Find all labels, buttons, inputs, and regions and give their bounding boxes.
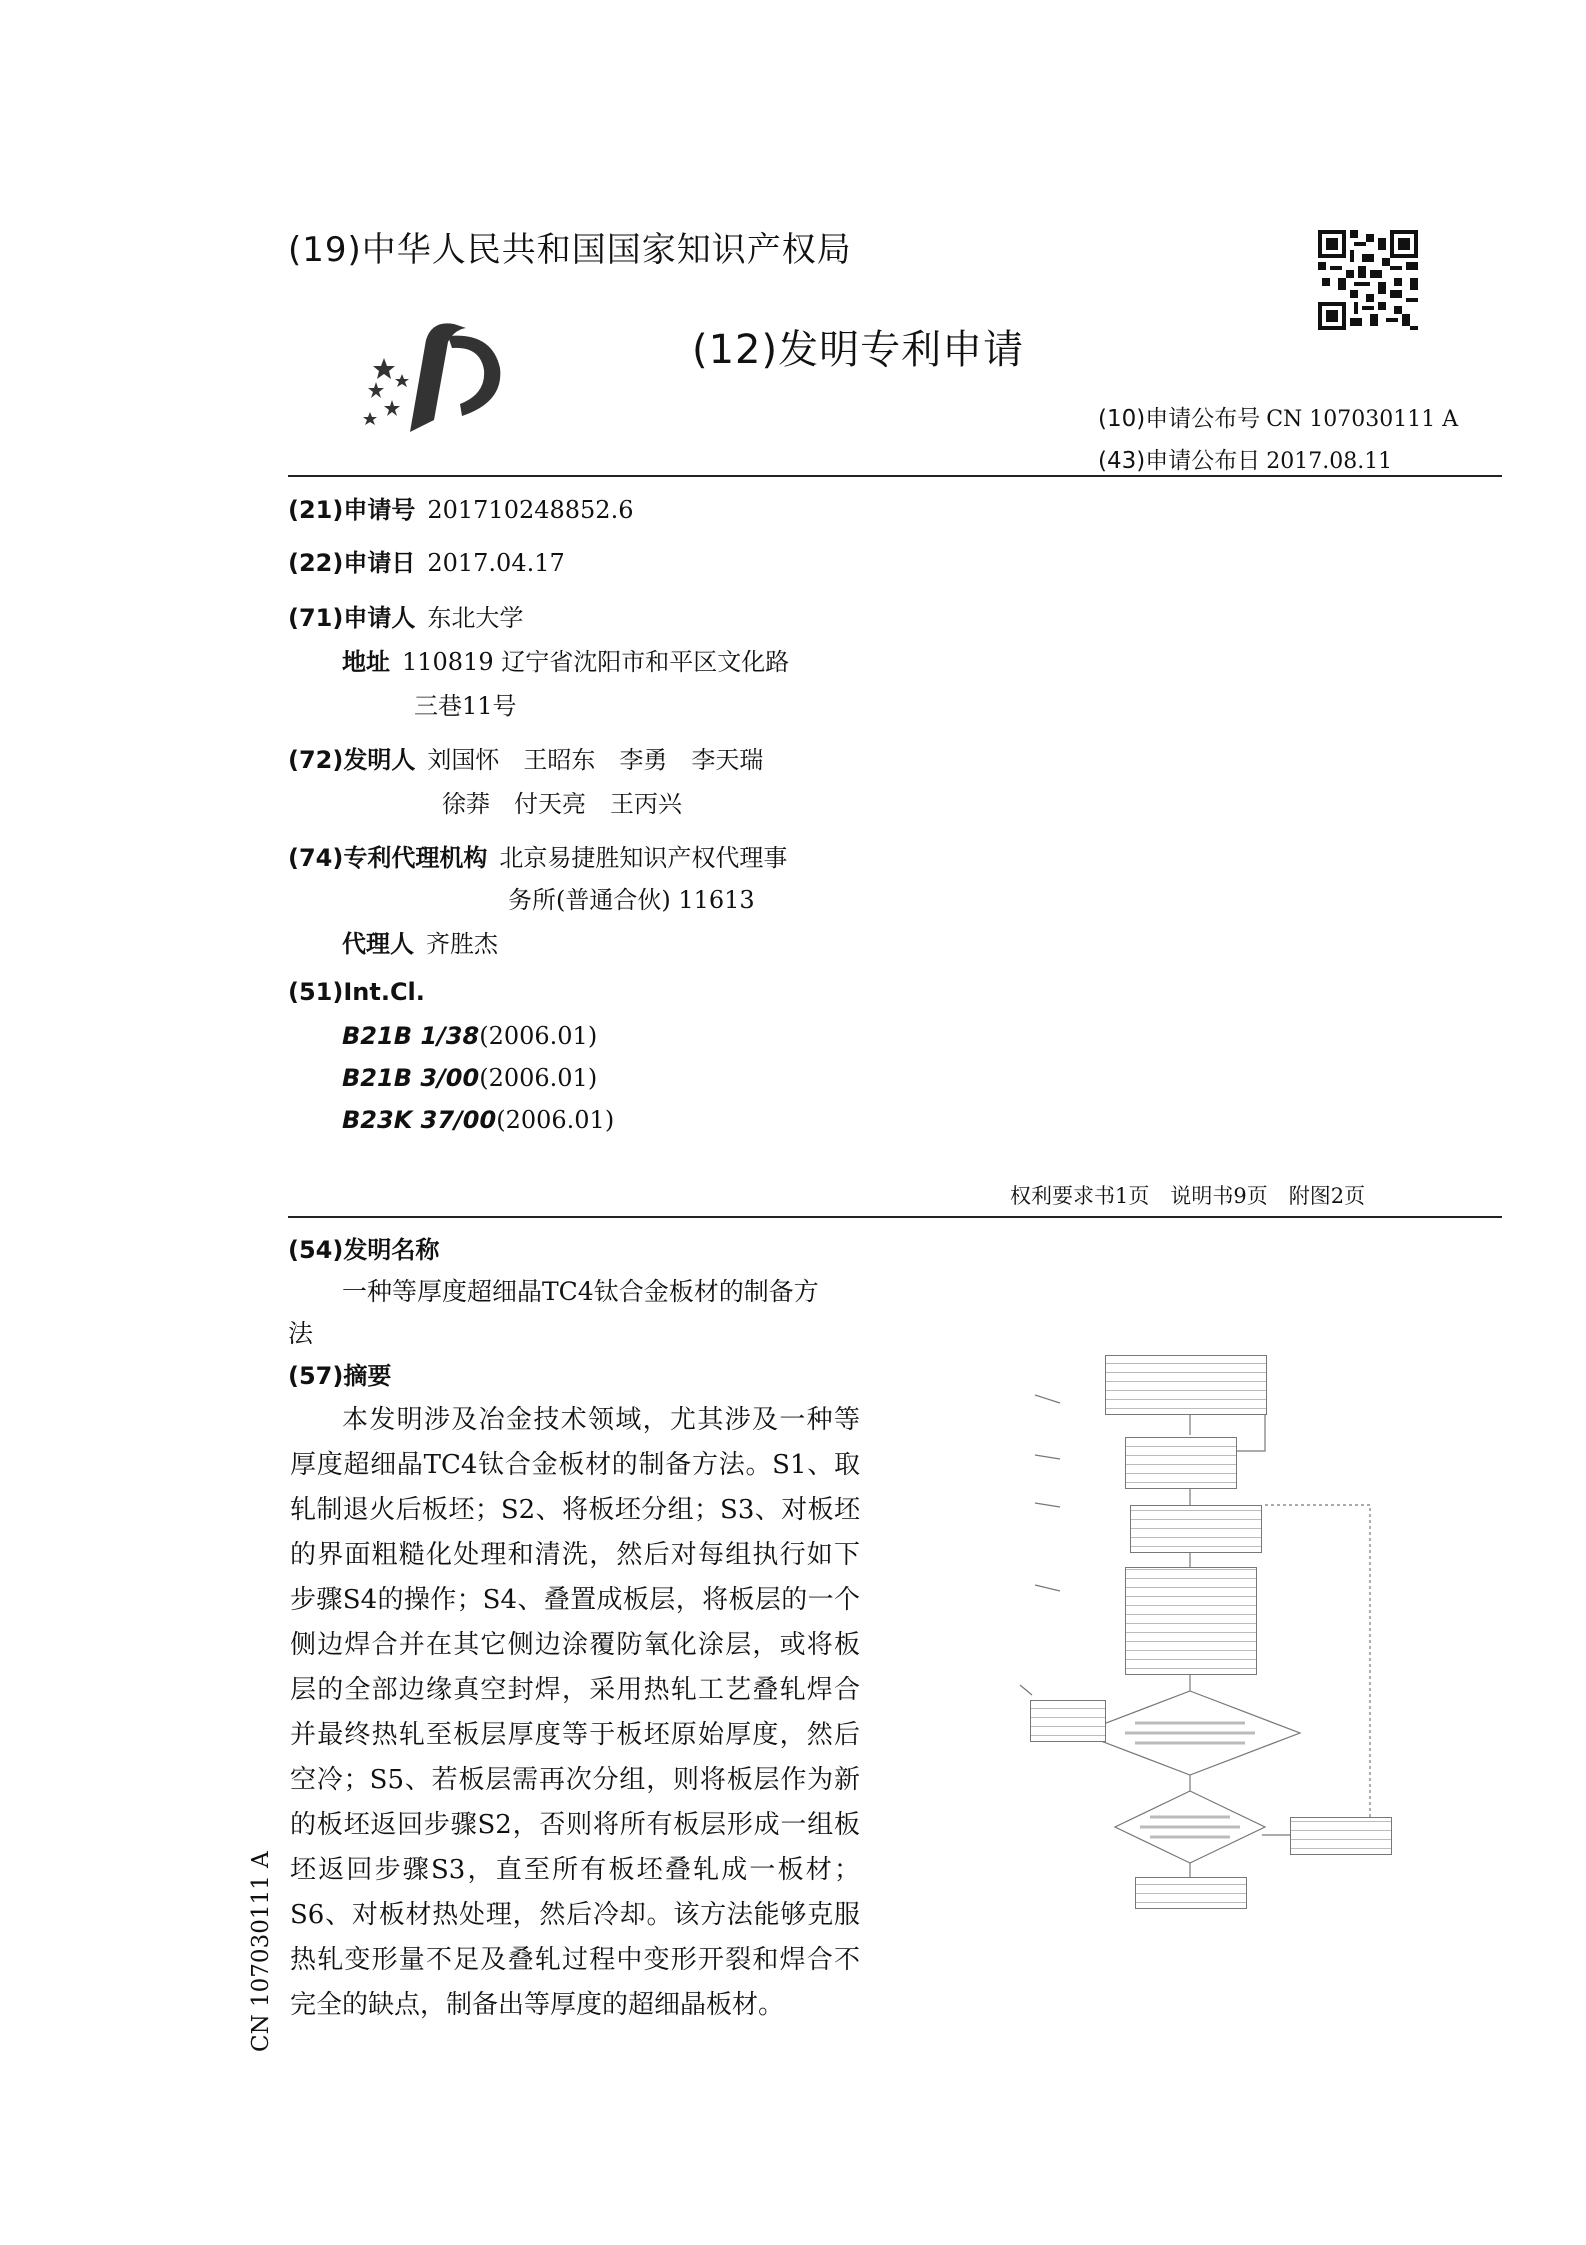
inventors	[288, 740, 763, 775]
address-line2: 三巷11号	[414, 692, 517, 720]
flowchart-step-box	[1105, 1355, 1267, 1415]
ipc-date: (2006.01)	[496, 1106, 615, 1134]
qr-code	[1318, 230, 1418, 330]
ipc-class-3	[342, 1106, 614, 1134]
page-counts: 权利要求书1页 说明书9页 附图2页	[1010, 1184, 1366, 1208]
address-line1: 110819 辽宁省沈阳市和平区文化路	[402, 648, 790, 676]
publication-number-label: (10)申请公布号	[1098, 406, 1261, 432]
publication-date-label: (43)申请公布日	[1098, 448, 1261, 474]
document-type: (12)发明专利申请	[692, 327, 1025, 373]
flowchart-step-box	[1130, 1505, 1262, 1553]
abstract-label	[288, 1356, 391, 1391]
ipc-code: B21B 1/38	[342, 1022, 480, 1050]
flowchart-step-box	[1135, 1877, 1247, 1909]
ipc-date: (2006.01)	[479, 1064, 598, 1092]
address	[342, 642, 789, 677]
publication-date-value: 2017.08.11	[1266, 449, 1393, 474]
patent-agent-label: 代理人	[342, 930, 414, 958]
header-divider	[288, 475, 1502, 477]
ipc-code: B23K 37/00	[342, 1106, 497, 1134]
ipc-date: (2006.01)	[479, 1022, 598, 1050]
flowchart-side-box	[1290, 1817, 1392, 1855]
flowchart-step-box	[1125, 1567, 1257, 1675]
publication-number-value: CN 107030111 A	[1266, 407, 1459, 432]
publication-number	[1098, 400, 1458, 433]
patent-agency-line2: 务所(普通合伙) 11613	[508, 886, 755, 914]
ipc-class-1	[342, 1022, 597, 1050]
inventors-line1: 刘国怀 王昭东 李勇 李天瑞	[427, 746, 764, 774]
address-label: 地址	[342, 648, 390, 676]
flowchart-step-box	[1125, 1437, 1237, 1489]
applicant-label: (71)申请人	[288, 604, 416, 632]
inventors-line2: 徐莽 付天亮 王丙兴	[442, 790, 682, 818]
patent-agency-line1: 北京易捷胜知识产权代理事	[499, 844, 788, 872]
patent-agent-value: 齐胜杰	[426, 930, 498, 958]
flowchart-side-box	[1030, 1700, 1106, 1742]
ipc-code: B21B 3/00	[342, 1064, 480, 1092]
application-number-value: 201710248852.6	[427, 496, 634, 524]
side-publication-number: CN 107030111 A	[248, 1851, 274, 2052]
patent-agent	[342, 924, 498, 959]
abstract-label-text: (57)摘要	[288, 1362, 392, 1390]
filing-date-value: 2017.04.17	[427, 549, 565, 577]
int-cl-label	[288, 978, 425, 1006]
section-divider	[288, 1216, 1502, 1218]
applicant-value: 东北大学	[427, 604, 524, 632]
ipc-class-2	[342, 1064, 597, 1092]
abstract-text: 本发明涉及冶金技术领域，尤其涉及一种等厚度超细晶TC4钛合金板材的制备方法。S1、取轧制退火后板坯；S2、将板坯分组；S3、对板坯的界面粗糙化处理和清洗，然后对每组执行如下步骤S4的操作；S4、叠置成板层，将板层的一个侧边焊合并在其它侧边涂覆防氧化涂层，或将板层的全部边缘真空封焊，采用热轧工艺叠轧焊合并最终热轧至板层厚度等于板坯原始厚度，然后空冷；S5、若板层需再次分组，则将板层作为新的板坯返回步骤S2，否则将所有板层形成一组板坯返回步骤S3，直至所有板坯叠轧成一板材；S6、对板材热处理，然后冷却。该方法能够克服热轧变形量不足及叠轧过程中变形开裂和焊合不完全的缺点，制备出等厚度的超细晶板材。	[290, 1405, 860, 2020]
cnipa-logo	[362, 312, 512, 437]
patent-agency-label: (74)专利代理机构	[288, 844, 488, 872]
invention-title-line2: 法	[288, 1319, 314, 1348]
filing-date-label: (22)申请日	[288, 549, 416, 577]
patent-agency	[288, 838, 787, 873]
application-number-label: (21)申请号	[288, 496, 416, 524]
office-name: (19)中华人民共和国国家知识产权局	[288, 230, 852, 270]
abstract-flowchart	[1010, 1355, 1410, 1945]
invention-title-line1: 一种等厚度超细晶TC4钛合金板材的制备方	[342, 1277, 819, 1306]
invention-title-label-text: (54)发明名称	[288, 1236, 440, 1264]
invention-title-label	[288, 1230, 439, 1265]
application-number	[288, 490, 633, 525]
publication-date	[1098, 442, 1392, 475]
applicant	[288, 598, 523, 633]
int-cl-label-text: (51)Int.Cl.	[288, 978, 425, 1006]
inventors-label: (72)发明人	[288, 746, 416, 774]
filing-date	[288, 543, 565, 578]
